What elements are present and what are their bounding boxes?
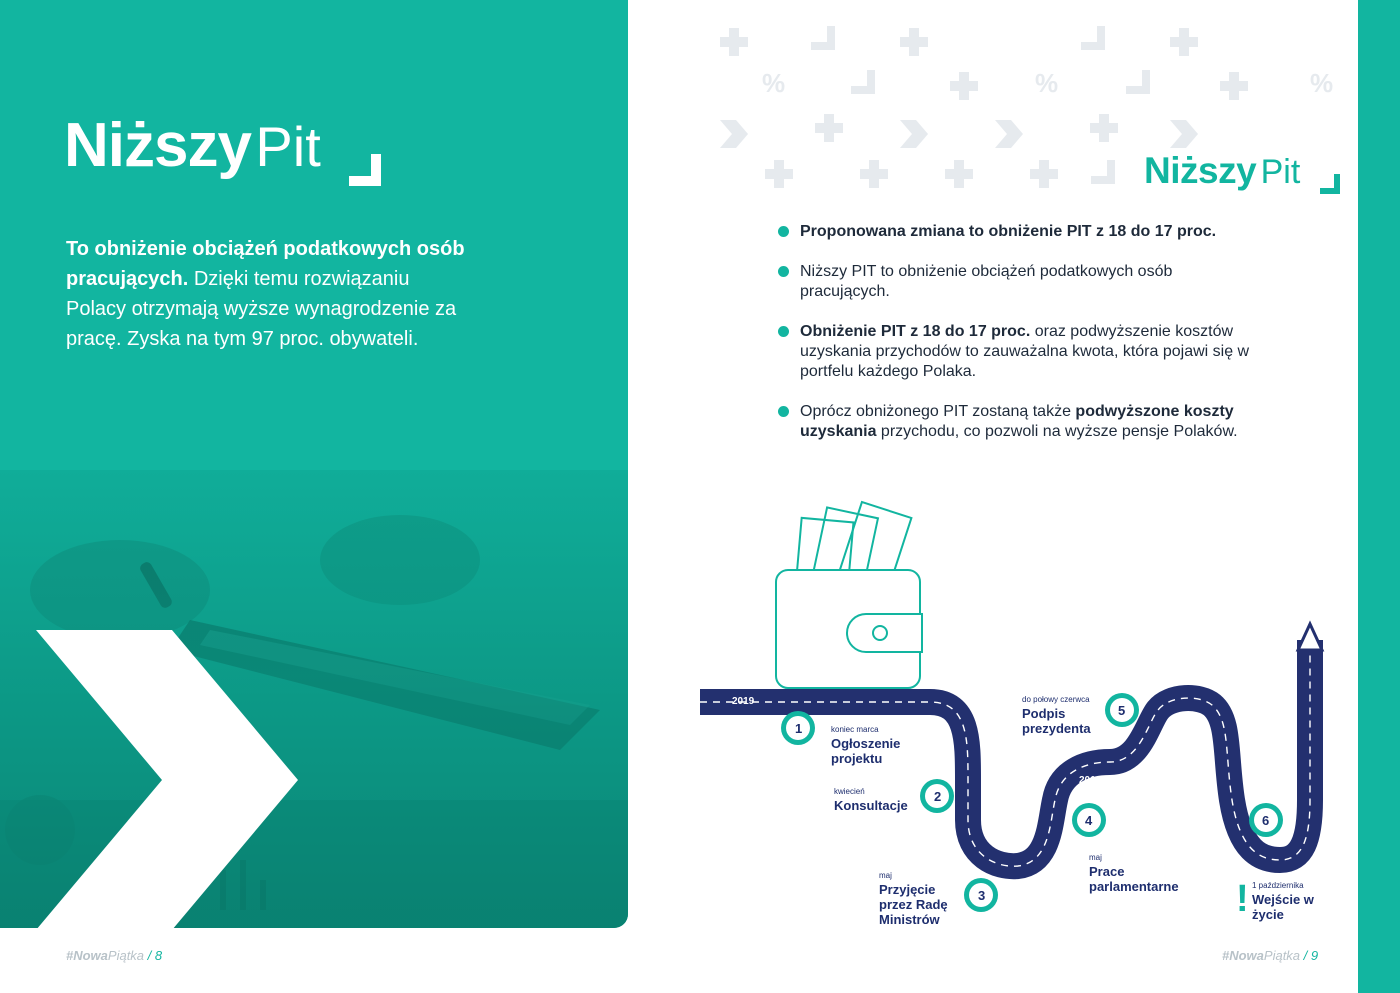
step-number-1: 1 [795,721,803,736]
bullet-item [778,222,1258,242]
arrow-corner-icon [345,150,387,192]
step-date: do połowy czerwca [1022,695,1090,704]
road-year-mid: 2019 [1079,775,1102,786]
footer-hash-light: Piątka [1263,948,1301,963]
page-number: 8 [154,948,163,963]
intro-text: Dzięki temu rozwiązaniu Polacy otrzymają wyższe wynagrodzenie za pracę. Zyska na tym 97 proc. obywateli. [66,268,457,350]
bullet-dot-icon [778,266,789,277]
bullet-bold: podwyższone koszty uzyskania [800,403,1234,440]
intro-paragraph [66,234,466,354]
svg-text:%: % [1310,68,1334,98]
road-year-start: 2019 [732,696,755,707]
page-number: 9 [1310,948,1319,963]
wallet-icon [776,502,922,688]
svg-text:%: % [762,68,786,98]
step-date: kwiecień [834,787,865,796]
footer-sep: / [1300,948,1311,963]
bullet-dot-icon [778,406,789,417]
right-edge-strip [1358,0,1400,993]
step-number-2: 2 [934,789,942,804]
svg-text:%: % [1035,68,1059,98]
step-date: maj [1089,853,1102,862]
bullet-text: oraz podwyższenie kosztów uzyskania przychodów to zauważalna kwota, która pojawi się w portfelu każdego Polaka. [800,323,1250,380]
step-number-3: 3 [978,888,986,903]
step-label: Prace parlamentarne [1089,864,1179,894]
step-label: Ogłoszenie projektu [831,736,901,766]
footer-hash-bold: #Nowa [1222,948,1264,963]
bullet-dot-icon [778,326,789,337]
bullet-text: Niższy PIT to obniżenie obciążeń podatkowych osób pracujących. [800,263,1173,300]
step-4 [1089,852,1199,894]
footer-hash-light: Piątka [107,948,145,963]
step-label: Podpis prezydenta [1022,706,1091,736]
step-6 [1252,880,1332,922]
bullet-bold: Proponowana zmiana to obniżenie PIT z 18 do 17 proc. [800,223,1217,240]
step-label: Konsultacje [834,798,908,813]
step-label: Przyjęcie przez Radę Ministrów [879,882,948,927]
bullet-text: Oprócz obniżonego PIT zostaną także [800,403,1076,420]
step-1 [831,724,931,766]
bullet-dot-icon [778,226,789,237]
bullet-item [778,402,1258,442]
footer-hash-bold: #Nowa [66,948,108,963]
bullet-item [778,262,1258,302]
bullet-text-2: przychodu, co pozwoli na wyższe pensje Polaków. [876,423,1238,440]
exclamation-icon: ! [1236,878,1249,920]
footer-page-9 [1222,948,1318,963]
step-date: maj [879,871,892,880]
step-number-5: 5 [1118,703,1126,718]
step-number-4: 4 [1085,813,1093,828]
intro-bold: To obniżenie obciążeń podatkowych osób pracujących. [66,238,465,290]
step-label: Wejście w życie [1252,892,1314,922]
step-number-6: 6 [1262,813,1270,828]
chevron-right-icon [36,630,298,930]
step-date: 1 października [1252,881,1304,890]
bullet-list [778,222,1258,462]
brand-logo-left [64,110,321,181]
bullet-item [778,322,1258,382]
brand-bold: Niższy [64,111,251,180]
arrow-corner-icon [1318,172,1344,198]
step-date: koniec marca [831,725,879,734]
brand-logo-right [1144,150,1300,192]
brand-light: Pit [1260,153,1301,191]
step-2 [834,786,944,813]
footer-page-8 [66,948,162,963]
brand-bold: Niższy [1144,150,1257,191]
footer-sep: / [144,948,155,963]
bullet-bold: Obniżenie PIT z 18 do 17 proc. [800,323,1031,340]
step-5 [1022,694,1132,736]
brand-light: Pit [255,115,321,178]
step-3 [879,870,959,927]
